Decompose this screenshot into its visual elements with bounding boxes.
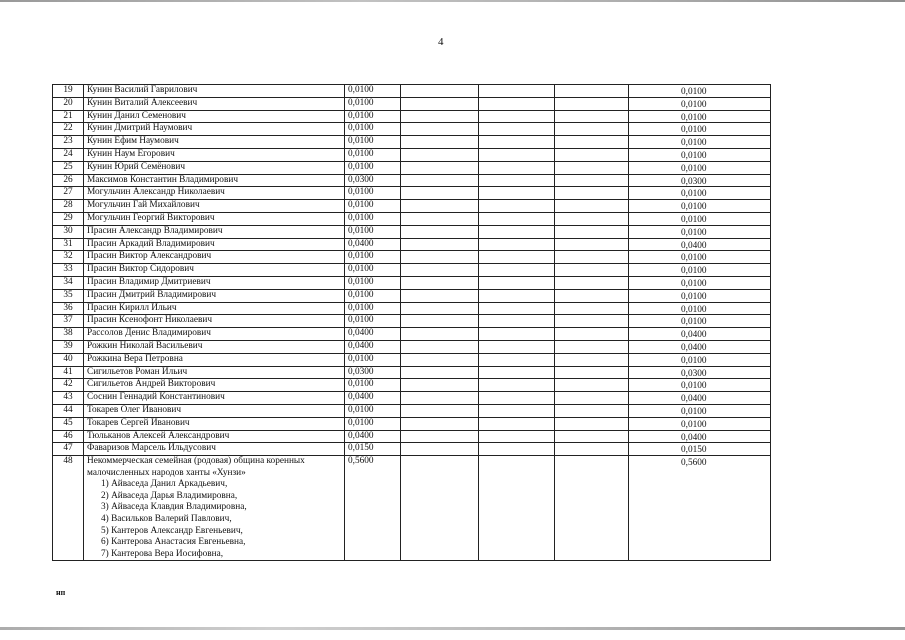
empty-cell: [479, 187, 555, 200]
member-line: 7) Кантерова Вера Иосифовна,: [101, 548, 224, 559]
empty-cell: [479, 148, 555, 161]
table-row: [53, 251, 771, 264]
share-cell: 0,0100: [345, 404, 401, 417]
table-row: [53, 276, 771, 289]
member-line: 2) Айваседа Дарья Владимировна,: [101, 490, 238, 501]
empty-cell: [479, 353, 555, 366]
share-cell: 0,0100: [345, 148, 401, 161]
total-value: 0,0100: [681, 214, 707, 225]
empty-cell: [555, 302, 629, 315]
member-line: 3) Айваседа Клавдия Владимировна,: [101, 502, 247, 513]
total-value: 0,0400: [681, 240, 707, 251]
row-number: 24: [53, 148, 84, 161]
empty-cell: [479, 392, 555, 405]
table-row: [53, 366, 771, 379]
total-cell: [629, 366, 771, 379]
scan-edge-bottom: [0, 627, 905, 630]
empty-cell: [401, 200, 479, 213]
table-row: [53, 225, 771, 238]
empty-cell: [401, 225, 479, 238]
total-value: 0,0100: [681, 99, 707, 110]
empty-cell: [479, 276, 555, 289]
total-value: 0,0100: [681, 227, 707, 238]
row-number: 29: [53, 212, 84, 225]
share-cell: 0,0100: [345, 161, 401, 174]
total-value: 0,0300: [681, 176, 707, 187]
empty-cell: [479, 200, 555, 213]
empty-cell: [555, 110, 629, 123]
total-value: 0,0100: [681, 304, 707, 315]
person-name: Тюльканов Алексей Александрович: [84, 430, 345, 443]
empty-cell: [555, 251, 629, 264]
share-cell: 0,0400: [345, 340, 401, 353]
empty-cell: [479, 340, 555, 353]
total-value: 0,0400: [681, 330, 707, 341]
share-cell: 0,0100: [345, 302, 401, 315]
empty-cell: [555, 200, 629, 213]
person-name: Прасин Кирилл Ильич: [84, 302, 345, 315]
empty-cell: [479, 251, 555, 264]
share-cell: 0,0100: [345, 225, 401, 238]
empty-cell: [479, 379, 555, 392]
total-cell: [629, 212, 771, 225]
total-cell: [629, 148, 771, 161]
empty-cell: [401, 340, 479, 353]
member-line: 4) Васильков Валерий Павлович,: [101, 514, 232, 525]
total-cell: [629, 200, 771, 213]
row-number: 21: [53, 110, 84, 123]
person-name: Могульчин Александр Николаевич: [84, 187, 345, 200]
total-cell: [629, 430, 771, 443]
table-row: [53, 161, 771, 174]
total-value: 0,0100: [681, 150, 707, 161]
total-cell: [629, 174, 771, 187]
share-cell: 0,0300: [345, 174, 401, 187]
page-number: 4: [438, 36, 444, 48]
empty-cell: [479, 315, 555, 328]
table-row: [53, 289, 771, 302]
empty-cell: [401, 110, 479, 123]
empty-cell: [401, 251, 479, 264]
share-cell: 0,0400: [345, 392, 401, 405]
empty-cell: [401, 85, 479, 98]
row-number: 31: [53, 238, 84, 251]
row-number: 34: [53, 276, 84, 289]
empty-cell: [555, 212, 629, 225]
person-name: Сигильетов Андрей Викторович: [84, 379, 345, 392]
total-cell: [629, 315, 771, 328]
person-name: Токарев Олег Иванович: [84, 404, 345, 417]
empty-cell: [479, 123, 555, 136]
empty-cell: [479, 302, 555, 315]
empty-cell: [401, 97, 479, 110]
share-cell: 0,0100: [345, 187, 401, 200]
total-cell: [629, 123, 771, 136]
share-cell: 0,5600: [345, 456, 401, 561]
row-number: 42: [53, 379, 84, 392]
row-number: 47: [53, 443, 84, 456]
share-cell: 0,0100: [345, 97, 401, 110]
total-cell: [629, 225, 771, 238]
empty-cell: [555, 340, 629, 353]
total-value: 0,0100: [681, 202, 707, 213]
empty-cell: [555, 123, 629, 136]
row-number: 40: [53, 353, 84, 366]
share-cell: 0,0150: [345, 443, 401, 456]
empty-cell: [401, 289, 479, 302]
total-cell: [629, 404, 771, 417]
table-row: [53, 392, 771, 405]
person-name: Рожкин Николай Васильевич: [84, 340, 345, 353]
share-cell: 0,0100: [345, 264, 401, 277]
footer-mark: нп: [56, 588, 66, 597]
total-value: 0,0400: [681, 342, 707, 353]
person-name: Прасин Ксенофонт Николаевич: [84, 315, 345, 328]
share-cell: 0,0400: [345, 328, 401, 341]
row-number: 20: [53, 97, 84, 110]
table-row: [53, 97, 771, 110]
empty-cell: [479, 289, 555, 302]
empty-cell: [555, 456, 629, 561]
empty-cell: [401, 264, 479, 277]
person-name: Кунин Василий Гаврилович: [84, 85, 345, 98]
table-row: [53, 302, 771, 315]
shareholders-table: [52, 84, 771, 561]
empty-cell: [555, 187, 629, 200]
table-row: [53, 328, 771, 341]
person-name: Прасин Владимир Дмитриевич: [84, 276, 345, 289]
empty-cell: [401, 148, 479, 161]
empty-cell: [555, 264, 629, 277]
total-cell: [629, 353, 771, 366]
row-number: 38: [53, 328, 84, 341]
organization-cell: [84, 456, 345, 561]
table-row: [53, 353, 771, 366]
total-cell: [629, 238, 771, 251]
row-number: 25: [53, 161, 84, 174]
total-value: 0,0100: [681, 406, 707, 417]
total-cell: [629, 456, 771, 561]
empty-cell: [401, 302, 479, 315]
empty-cell: [479, 212, 555, 225]
member-line: 5) Кантеров Александр Евгеньевич,: [101, 525, 243, 536]
empty-cell: [479, 366, 555, 379]
empty-cell: [401, 379, 479, 392]
member-line: 6) Кантерова Анастасия Евгеньевна,: [101, 537, 246, 548]
table-row: [53, 443, 771, 456]
total-value: 0,0100: [681, 317, 707, 328]
row-number: 32: [53, 251, 84, 264]
share-cell: 0,0100: [345, 200, 401, 213]
empty-cell: [401, 353, 479, 366]
empty-cell: [555, 379, 629, 392]
person-name: Фаваризов Марсель Ильдусович: [84, 443, 345, 456]
empty-cell: [479, 328, 555, 341]
empty-cell: [479, 264, 555, 277]
total-value: 0,0100: [681, 112, 707, 123]
row-number: 35: [53, 289, 84, 302]
person-name: Сигильетов Роман Ильич: [84, 366, 345, 379]
table-row: [53, 379, 771, 392]
empty-cell: [555, 161, 629, 174]
empty-cell: [555, 289, 629, 302]
row-number: 28: [53, 200, 84, 213]
total-cell: [629, 136, 771, 149]
row-number: 46: [53, 430, 84, 443]
total-cell: [629, 392, 771, 405]
empty-cell: [401, 123, 479, 136]
row-number: 22: [53, 123, 84, 136]
person-name: Кунин Наум Егорович: [84, 148, 345, 161]
row-number: 44: [53, 404, 84, 417]
total-value: 0,0400: [681, 394, 707, 405]
empty-cell: [479, 404, 555, 417]
table-row: [53, 110, 771, 123]
row-number: 27: [53, 187, 84, 200]
empty-cell: [479, 238, 555, 251]
total-value: 0,0100: [681, 266, 707, 277]
empty-cell: [555, 353, 629, 366]
share-cell: 0,0100: [345, 85, 401, 98]
organization-name-line: Некоммерческая семейная (родовая) община коренных: [87, 456, 305, 467]
total-cell: [629, 443, 771, 456]
empty-cell: [401, 161, 479, 174]
share-cell: 0,0100: [345, 212, 401, 225]
table-row: [53, 212, 771, 225]
empty-cell: [401, 212, 479, 225]
total-cell: [629, 85, 771, 98]
person-name: Прасин Виктор Сидорович: [84, 264, 345, 277]
empty-cell: [401, 430, 479, 443]
total-cell: [629, 340, 771, 353]
row-number: 45: [53, 417, 84, 430]
share-cell: 0,0100: [345, 379, 401, 392]
total-value: 0,0100: [681, 163, 707, 174]
member-line: 1) Айваседа Данил Аркадьевич,: [101, 479, 228, 490]
empty-cell: [479, 443, 555, 456]
person-name: Максимов Константин Владимирович: [84, 174, 345, 187]
share-cell: 0,0400: [345, 430, 401, 443]
empty-cell: [479, 430, 555, 443]
row-number: 26: [53, 174, 84, 187]
person-name: Рассолов Денис Владимирович: [84, 328, 345, 341]
total-cell: [629, 161, 771, 174]
empty-cell: [401, 276, 479, 289]
table-row: [53, 148, 771, 161]
row-number: 41: [53, 366, 84, 379]
empty-cell: [555, 148, 629, 161]
empty-cell: [401, 238, 479, 251]
total-cell: [629, 187, 771, 200]
total-value: 0,0100: [681, 253, 707, 264]
empty-cell: [555, 136, 629, 149]
empty-cell: [555, 430, 629, 443]
empty-cell: [401, 328, 479, 341]
empty-cell: [479, 161, 555, 174]
table-row: [53, 315, 771, 328]
table-row: [53, 136, 771, 149]
total-cell: [629, 302, 771, 315]
table-row: [53, 404, 771, 417]
total-value: 0,0150: [681, 445, 707, 456]
empty-cell: [401, 417, 479, 430]
share-cell: 0,0300: [345, 366, 401, 379]
share-cell: 0,0100: [345, 123, 401, 136]
person-name: Токарев Сергей Иванович: [84, 417, 345, 430]
empty-cell: [479, 174, 555, 187]
person-name: Кунин Дмитрий Наумович: [84, 123, 345, 136]
person-name: Прасин Аркадий Владимирович: [84, 238, 345, 251]
empty-cell: [555, 276, 629, 289]
row-number: 30: [53, 225, 84, 238]
table-row: [53, 123, 771, 136]
total-value: 0,0100: [681, 381, 707, 392]
table-row: [53, 187, 771, 200]
empty-cell: [401, 456, 479, 561]
empty-cell: [401, 366, 479, 379]
total-value: 0,0100: [681, 189, 707, 200]
empty-cell: [479, 110, 555, 123]
share-cell: 0,0100: [345, 315, 401, 328]
empty-cell: [555, 174, 629, 187]
total-value: 0,0100: [681, 291, 707, 302]
empty-cell: [555, 315, 629, 328]
table-row: [53, 174, 771, 187]
person-name: Прасин Дмитрий Владимирович: [84, 289, 345, 302]
row-number: 43: [53, 392, 84, 405]
total-value: 0,0100: [681, 278, 707, 289]
empty-cell: [479, 97, 555, 110]
person-name: Кунин Ефим Наумович: [84, 136, 345, 149]
empty-cell: [555, 417, 629, 430]
empty-cell: [401, 404, 479, 417]
empty-cell: [479, 85, 555, 98]
empty-cell: [555, 328, 629, 341]
total-cell: [629, 97, 771, 110]
share-cell: 0,0100: [345, 289, 401, 302]
empty-cell: [401, 174, 479, 187]
row-number: 23: [53, 136, 84, 149]
table-row: [53, 340, 771, 353]
share-cell: 0,0100: [345, 417, 401, 430]
person-name: Кунин Данил Семенович: [84, 110, 345, 123]
empty-cell: [555, 225, 629, 238]
total-value: 0,0100: [681, 355, 707, 366]
row-number: 37: [53, 315, 84, 328]
person-name: Могульчин Георгий Викторович: [84, 212, 345, 225]
total-cell: [629, 251, 771, 264]
table-row: [53, 417, 771, 430]
person-name: Соснин Геннадий Константинович: [84, 392, 345, 405]
table-row: [53, 200, 771, 213]
total-cell: [629, 379, 771, 392]
person-name: Кунин Юрий Семёнович: [84, 161, 345, 174]
empty-cell: [401, 443, 479, 456]
empty-cell: [555, 85, 629, 98]
empty-cell: [401, 315, 479, 328]
empty-cell: [555, 238, 629, 251]
row-number: 36: [53, 302, 84, 315]
organization-name-line: малочисленных народов ханты «Хунзи»: [87, 467, 246, 478]
total-cell: [629, 328, 771, 341]
total-value: 0,0100: [681, 419, 707, 430]
table-row: [53, 430, 771, 443]
table-row: [53, 85, 771, 98]
empty-cell: [555, 97, 629, 110]
person-name: Могульчин Гай Михайлович: [84, 200, 345, 213]
empty-cell: [555, 366, 629, 379]
table-row: [53, 238, 771, 251]
row-number: 19: [53, 85, 84, 98]
person-name: Кунин Виталий Алексеевич: [84, 97, 345, 110]
total-value: 0,5600: [681, 458, 707, 469]
empty-cell: [555, 443, 629, 456]
share-cell: 0,0100: [345, 353, 401, 366]
empty-cell: [401, 136, 479, 149]
row-number: 39: [53, 340, 84, 353]
empty-cell: [555, 404, 629, 417]
row-number: 33: [53, 264, 84, 277]
total-value: 0,0400: [681, 432, 707, 443]
share-cell: 0,0100: [345, 251, 401, 264]
empty-cell: [401, 392, 479, 405]
total-cell: [629, 264, 771, 277]
person-name: Рожкина Вера Петровна: [84, 353, 345, 366]
total-value: 0,0100: [681, 87, 707, 97]
empty-cell: [479, 417, 555, 430]
empty-cell: [479, 225, 555, 238]
total-value: 0,0100: [681, 138, 707, 149]
share-cell: 0,0400: [345, 238, 401, 251]
table-row-48: [53, 456, 771, 561]
person-name: Прасин Александр Владимирович: [84, 225, 345, 238]
share-cell: 0,0100: [345, 136, 401, 149]
total-value: 0,0100: [681, 125, 707, 136]
total-cell: [629, 110, 771, 123]
share-cell: 0,0100: [345, 110, 401, 123]
empty-cell: [479, 136, 555, 149]
total-cell: [629, 276, 771, 289]
total-value: 0,0300: [681, 368, 707, 379]
empty-cell: [401, 187, 479, 200]
empty-cell: [479, 456, 555, 561]
scan-edge-top: [0, 0, 905, 2]
table-row: [53, 264, 771, 277]
total-cell: [629, 417, 771, 430]
empty-cell: [555, 392, 629, 405]
share-cell: 0,0100: [345, 276, 401, 289]
total-cell: [629, 289, 771, 302]
row-number: 48: [53, 456, 84, 561]
person-name: Прасин Виктор Александрович: [84, 251, 345, 264]
